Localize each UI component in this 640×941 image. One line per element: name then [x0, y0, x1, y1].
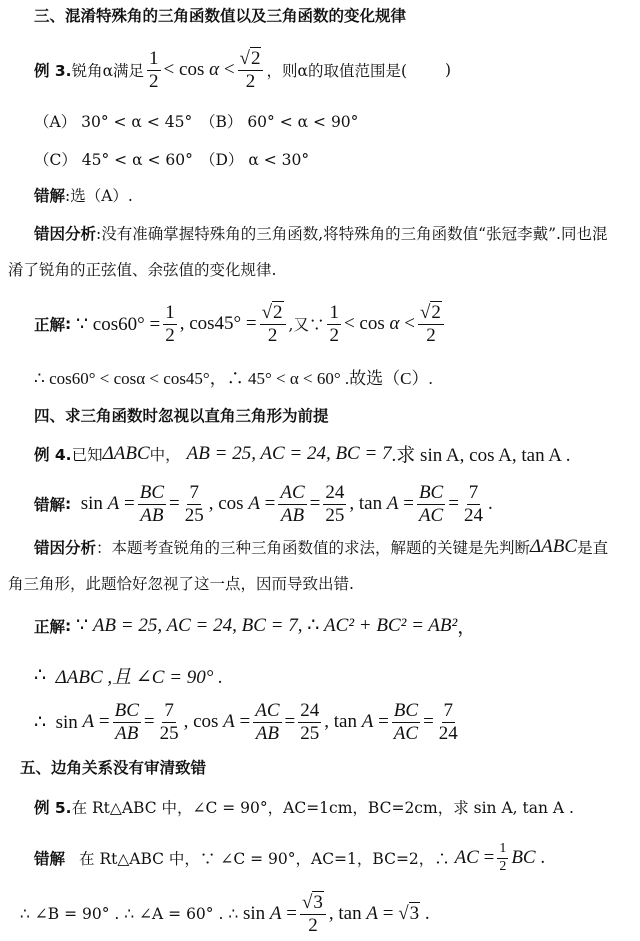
- fraction-half: $\frac{1}{2}$: [329, 301, 339, 346]
- section5-heading: 五、边角关系没有审清致错: [20, 759, 207, 777]
- wrong-label: 错解: [34, 187, 66, 205]
- cause-text: ：本题考查锐角的三种三角函数值的求法，解题的关键是先判断: [96, 539, 531, 557]
- fraction-half: $\frac{1}{2}$: [165, 301, 175, 346]
- option-c: （C） 45° < α < 60°: [34, 151, 193, 169]
- correct-solution-3: 正解 : ∵ cos60° = $\frac{1}{2}$ , cos45° = $\frac{√2}{2}$ ,又∵ $\frac{1}{2}$ < cos α < $\frac{√2}{2}$: [34, 298, 447, 350]
- cause-label: 错因分析: [34, 539, 97, 557]
- side-lengths: AB = 25, AC = 24, BC = 7: [92, 614, 298, 636]
- wrong-solution-3: [34, 184, 133, 206]
- example4-ask: .求 sin A, cos A, tan A .: [391, 445, 571, 466]
- cause-analysis-3-line1: [34, 222, 607, 244]
- section3-heading: 三、混淆特殊角的三角函数值以及三角函数的变化规律: [34, 7, 407, 25]
- example3-text: 锐角α满足: [71, 62, 145, 80]
- example3-line: 例 3. 锐角α满足 $\frac{1}{2}$ < cos α < $\frac{√2}{2}$ ，则α的取值范围是( ): [34, 47, 452, 92]
- example4-text-2: 中，: [149, 445, 181, 464]
- example5-label: 例 5.: [34, 799, 72, 817]
- triangle-abc: ΔABC: [102, 442, 150, 464]
- cause-text-end: 是直: [577, 539, 609, 557]
- example4-text: 已知: [71, 445, 103, 464]
- correct-solution-4: 正解 : ∵ AB = 25, AC = 24, BC = 7 , ∴ AC² + BC² = AB² ，: [34, 614, 477, 638]
- final-start: ∴ ∠B = 90° . ∴ ∠A = 60° . ∴: [20, 905, 239, 923]
- correct-label: 正解: [34, 316, 66, 334]
- example5-line: [34, 796, 574, 818]
- cause-text: :没有准确掌握特殊角的三角函数,将特殊角的三角函数值“张冠李戴”.同也混: [96, 225, 608, 243]
- example4-label: 例 4.: [34, 445, 72, 464]
- wrong-text: :选（A）.: [65, 187, 133, 205]
- triangle-abc: ΔABC: [530, 536, 578, 557]
- wrong-solution-5: 错解 在 Rt△ABC 中，∵ ∠C = 90°，AC=1，BC=2，∴ AC = $\frac{1}{2}$ BC .: [34, 840, 546, 874]
- option-b: （B） 60° < α < 90°: [200, 113, 359, 131]
- cause-analysis-4-line1: [34, 536, 608, 558]
- right-angle-statement: ΔABC ,且 ∠C = 90° .: [55, 667, 223, 688]
- right-angle-line: ∴ ΔABC ,且 ∠C = 90° .: [34, 662, 223, 689]
- correct-mid: ,又∵: [288, 316, 325, 334]
- conclusion-3: ∴ cos60° < cosα < cos45°，∴ 45° < α < 60° .故选（C）.: [34, 369, 433, 388]
- correct-ratios-4: ∴ sin A = $\frac{BC}{AB}$ = $\frac{7}{25}$ , cos A = $\frac{AC}{AB}$ = $\frac{24}{25}$ , tan A = $\frac{BC}{AC}$ = $\frac{7}{24}$: [34, 699, 458, 744]
- cause-analysis-4-line2: 角三角形，此题恰好忽视了这一点，因而导致出错.: [8, 575, 354, 593]
- fraction-root2-over-2: $\frac{√2}{2}$: [260, 303, 286, 346]
- side-lengths: AB = 25, AC = 24, BC = 7: [186, 442, 392, 464]
- pythagorean-relation: AC² + BC² = AB²: [324, 614, 458, 636]
- wrong-label: 错解: [34, 496, 66, 514]
- example3-question: ，则α的取值范围是(: [266, 62, 407, 80]
- fraction-root2-over-2: $\frac{√2}{2}$: [418, 303, 444, 346]
- example4-line: [34, 440, 570, 467]
- wrong-solution-4: 错解 : sin A = $\frac{BC}{AB}$ = $\frac{7}{25}$ , cos A = $\frac{AC}{AB}$ = $\frac{24}{25}$ , tan A = $\frac{BC}{AC}$ = $\frac{7}{24}$ .: [34, 481, 493, 526]
- correct-label: 正解: [34, 617, 66, 636]
- option-d: （D） α < 30°: [200, 151, 310, 169]
- example3-label: 例 3.: [34, 62, 72, 80]
- fraction-root2-over-2: $\frac{√2}{2}$: [238, 49, 264, 92]
- example3-bracket: ): [445, 61, 452, 79]
- cause-analysis-3-line2: 淆了锐角的正弦值、余弦值的变化规律.: [8, 261, 277, 279]
- cause-label: 错因分析: [34, 225, 97, 243]
- wrong-label: 错解: [34, 850, 66, 868]
- section4-heading: 四、求三角函数时忽视以直角三角形为前提: [34, 407, 329, 425]
- wrong-text: 在 Rt△ABC 中，∵ ∠C = 90°，AC=1，BC=2，∴: [79, 850, 450, 868]
- option-a: （A） 30° < α < 45°: [34, 113, 193, 131]
- fraction-half: $\frac{1}{2}$: [149, 47, 159, 92]
- example5-text: 在 Rt△ABC 中，∠C = 90°，AC=1cm，BC=2cm，求 sin A, tan A .: [71, 799, 574, 817]
- final-line-5: ∴ ∠B = 90° . ∴ ∠A = 60° . ∴ sin A = $\frac{√3}{2}$ , tan A = √3 .: [20, 891, 430, 936]
